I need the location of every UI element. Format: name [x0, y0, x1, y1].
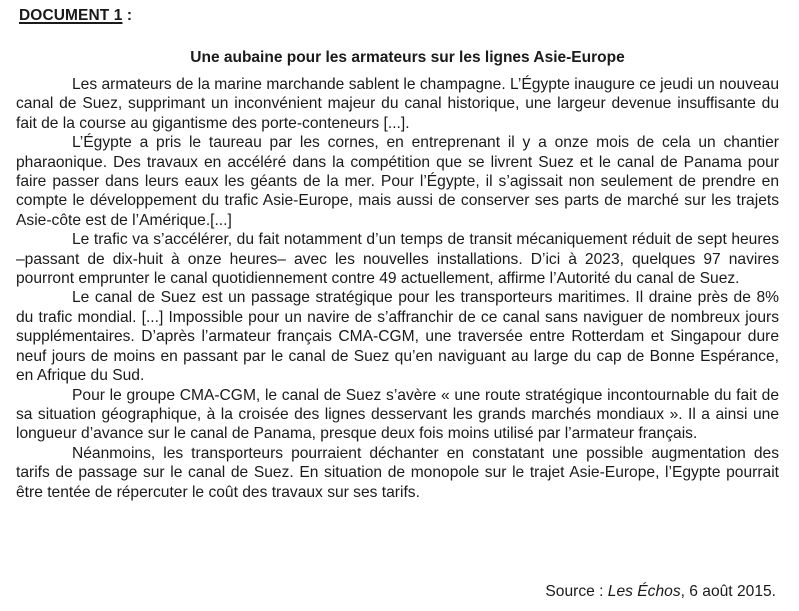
- paragraph-3: Le trafic va s’accélérer, du fait notamment d’un temps de transit mécaniquement réduit de sept heures –passant de dix-huit à onze heures– avec les nouvelles installations. D’ici à 2023, quelques 97 navires pourront emprunter le canal quotidiennement contre 49 actuellement, affirme l’Autorité du canal de Suez.: [16, 231, 779, 288]
- paragraph-5: Pour le groupe CMA-CGM, le canal de Suez s’avère « une route stratégique incontournable du fait de sa situation géographique, à la croisée des lignes desservant les grands marchés mondiaux ». Il a ainsi une longueur d’avance sur le canal de Panama, presque deux fois moins utilisé par l’armateur français.: [16, 386, 779, 443]
- article-title: Une aubaine pour les armateurs sur les lignes Asie-Europe: [190, 49, 625, 66]
- source-publication: Les Échos: [607, 583, 681, 600]
- source-citation: [545, 583, 776, 601]
- document-label: [19, 7, 132, 25]
- paragraph-6: Néanmoins, les transporteurs pourraient déchanter en constatant une possible augmentation des tarifs de passage sur le canal de Suez. En situation de monopole sur le trajet Asie-Europe, l’Egypte pourrait être tentée de répercuter le coût des travaux sur ses tarifs.: [16, 444, 779, 501]
- article-body: [16, 75, 779, 502]
- source-prefix: Source :: [545, 583, 608, 600]
- document-label-suffix: :: [122, 7, 133, 24]
- paragraph-2: L’Égypte a pris le taureau par les cornes, en entreprenant il y a onze mois de cela un chantier pharaonique. Des travaux en accéléré dans la compétition que se livrent Suez et le canal de Panama pour faire passer dans leurs eaux les géants de la mer. Pour l’Égypte, il s’agissait non seulement de prendre en compte le développement du trafic Asie-Europe, mais aussi de conserver ses parts de marché sur les trajets Asie-côte est de l’Amérique.[...]: [16, 134, 779, 229]
- paragraph-1: Les armateurs de la marine marchande sablent le champagne. L’Égypte inaugure ce jeudi un nouveau canal de Suez, supprimant un inconvénient majeur du canal historique, une largeur devenue insuffisante du fait de la course au gigantisme des porte-conteneurs [...].: [16, 76, 779, 132]
- document-label-text: DOCUMENT 1: [19, 7, 123, 24]
- source-date: , 6 août 2015.: [680, 583, 776, 600]
- paragraph-4: Le canal de Suez est un passage stratégique pour les transporteurs maritimes. Il draine près de 8% du trafic mondial. [...] Impossible pour un navire de s’affranchir de ce canal sans naviguer de nombreux jours supplémentaires. D’après l’armateur français CMA-CGM, une traversée entre Rotterdam et Singapour dure neuf jours de moins en passant par le canal de Suez qu’en naviguant au large du cap de Bonne Espérance, en Afrique du Sud.: [16, 289, 779, 385]
